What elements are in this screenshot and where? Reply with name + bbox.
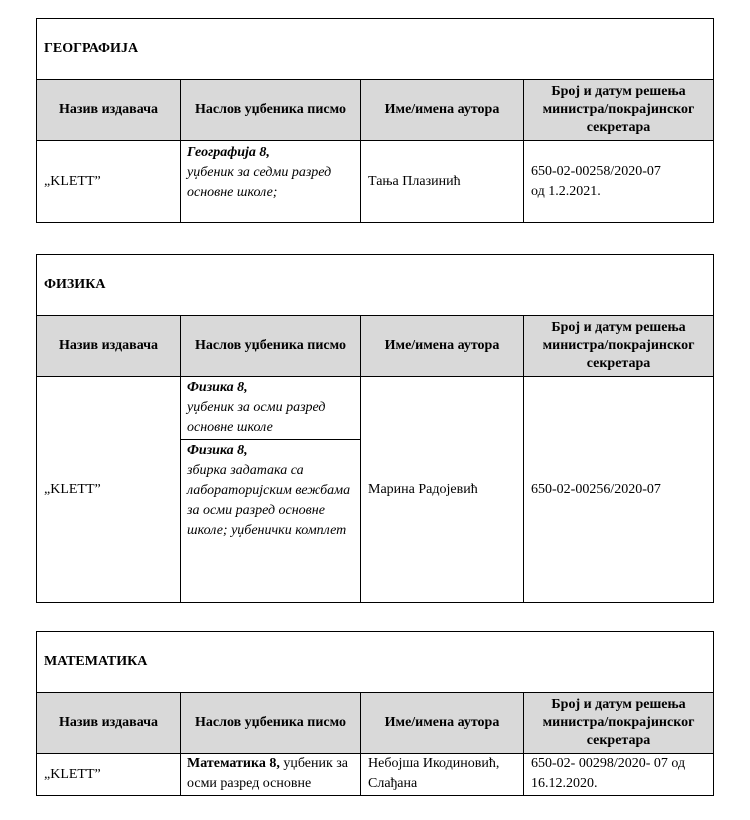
header-authors: Име/имена аутора — [361, 316, 524, 377]
header-publisher: Назив издавача — [37, 693, 181, 754]
publisher-cell: „KLETT” — [37, 377, 181, 603]
subject-title: МАТЕМАТИКА — [37, 632, 714, 693]
book-entry — [181, 377, 360, 440]
header-decision: Број и датум решења министра/покрајинског секретара — [524, 316, 714, 377]
book-list — [181, 377, 360, 602]
book-cell — [181, 141, 361, 223]
subject-title: ГЕОГРАФИЈА — [37, 19, 714, 80]
header-publisher: Назив издавача — [37, 316, 181, 377]
book-cell — [181, 754, 361, 796]
authors-cell: Тања Плазинић — [361, 141, 524, 223]
book-description: уџбеник за осми разред основне школе — [187, 400, 326, 435]
mathematics-table — [36, 631, 714, 796]
publisher-cell: „KLETT” — [37, 141, 181, 223]
book-title: Математика 8, — [187, 756, 280, 771]
authors-cell: Марина Радојевић — [361, 377, 524, 603]
book-title: Физика 8, — [187, 380, 248, 395]
subject-title: ФИЗИКА — [37, 255, 714, 316]
header-decision: Број и датум решења министра/покрајинског секретара — [524, 80, 714, 141]
decision-cell — [524, 754, 714, 796]
header-authors: Име/имена аутора — [361, 80, 524, 141]
decision-cell — [524, 377, 714, 603]
book-entry — [181, 440, 360, 603]
book-cell — [181, 377, 361, 603]
publisher-cell: „KLETT” — [37, 754, 181, 796]
header-decision: Број и датум решења министра/покрајинског секретара — [524, 693, 714, 754]
decision-date: 16.12.2020. — [531, 776, 598, 791]
header-publisher: Назив издавача — [37, 80, 181, 141]
header-title: Наслов уџбеника писмо — [181, 693, 361, 754]
decision-date: од 1.2.2021. — [531, 183, 601, 199]
header-title: Наслов уџбеника писмо — [181, 316, 361, 377]
decision-number: 650-02- 00298/2020- 07 од — [531, 756, 686, 771]
book-description: уџбеник за седми разред основне школе; — [187, 165, 332, 200]
header-title: Наслов уџбеника писмо — [181, 80, 361, 141]
physics-table — [36, 254, 714, 603]
header-authors: Име/имена аутора — [361, 693, 524, 754]
book-title: Географија 8, — [187, 145, 270, 160]
geography-table — [36, 18, 714, 223]
authors-cell: Небојша Икодиновић, Слађана — [361, 754, 524, 796]
decision-cell — [524, 141, 714, 223]
book-title: Физика 8, — [187, 443, 248, 458]
decision-number: 650-02-00258/2020-07 — [531, 163, 661, 179]
decision-number: 650-02-00256/2020-07 — [531, 481, 661, 497]
book-description: уџбеник за осми разред основне — [187, 756, 349, 791]
book-description: збирка задатака са лабораторијским вежбама за осми разред основне школе; уџбенички комплет — [187, 463, 351, 538]
